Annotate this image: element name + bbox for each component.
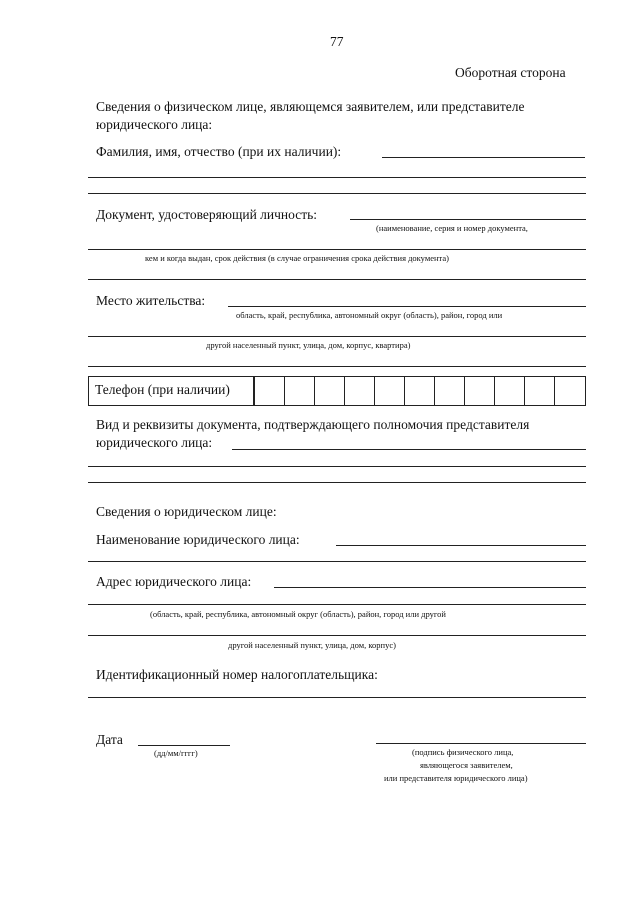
full-name-label: Фамилия, имя, отчество (при их наличии): (96, 144, 342, 159)
authority-doc-label-cont: юридического лица: (96, 435, 213, 450)
legal-entity-address-field[interactable] (274, 587, 586, 588)
residence-field[interactable] (228, 306, 586, 307)
legal-entity-address-field-line3[interactable] (88, 635, 586, 636)
id-document-label: Документ, удостоверяющий личность: (96, 207, 318, 222)
date-label: Дата (96, 732, 123, 747)
full-name-field[interactable] (382, 157, 585, 158)
date-hint: (дд/мм/гггг) (154, 748, 198, 758)
residence-field-line2[interactable] (88, 336, 586, 337)
phone-digit-cell[interactable] (494, 376, 525, 406)
phone-digit-cell[interactable] (314, 376, 345, 406)
id-document-hint-cont: кем и когда выдан, срок действия (в случае ограничения срока действия документа) (145, 253, 449, 263)
id-document-field-line2[interactable] (88, 249, 586, 250)
phone-digit-cell[interactable] (374, 376, 405, 406)
legal-entity-address-label: Адрес юридического лица: (96, 574, 252, 589)
authority-doc-field-line3[interactable] (88, 482, 586, 483)
signature-hint-end: или представителя юридического лица) (384, 773, 528, 783)
inn-label: Идентификационный номер налогоплательщика: (96, 667, 378, 682)
phone-digit-cell[interactable] (254, 376, 285, 406)
phone-digit-cell[interactable] (554, 376, 586, 406)
id-document-hint: (наименование, серия и номер документа, (376, 223, 528, 233)
legal-entity-heading: Сведения о юридическом лице: (96, 504, 277, 519)
inn-field[interactable] (88, 697, 586, 698)
phone-digit-cell[interactable] (284, 376, 315, 406)
page-number: 77 (330, 34, 344, 49)
legal-entity-address-hint: (область, край, республика, автономный округ (область), район, город или другой (150, 609, 446, 619)
phone-digit-cell[interactable] (434, 376, 465, 406)
authority-doc-field[interactable] (232, 449, 586, 450)
authority-doc-field-line2[interactable] (88, 466, 586, 467)
residence-label: Место жительства: (96, 293, 206, 308)
applicant-heading-cont: юридического лица: (96, 117, 213, 132)
legal-entity-name-field-line2[interactable] (88, 561, 586, 562)
phone-digit-cell[interactable] (404, 376, 435, 406)
phone-digit-cell[interactable] (524, 376, 555, 406)
side-label: Оборотная сторона (455, 65, 566, 80)
full-name-field-line2[interactable] (88, 177, 586, 178)
signature-hint: (подпись физического лица, (412, 747, 514, 757)
residence-hint-cont: другой населенный пункт, улица, дом, корпус, квартира) (206, 340, 411, 350)
full-name-field-line3[interactable] (88, 193, 586, 194)
id-document-field[interactable] (350, 219, 586, 220)
legal-entity-name-field[interactable] (336, 545, 586, 546)
legal-entity-address-hint-cont: другой населенный пункт, улица, дом, корпус) (228, 640, 396, 650)
phone-digit-cell[interactable] (464, 376, 495, 406)
phone-label: Телефон (при наличии) (95, 382, 230, 397)
signature-hint-cont: являющегося заявителем, (420, 760, 513, 770)
legal-entity-name-label: Наименование юридического лица: (96, 532, 300, 547)
applicant-heading: Сведения о физическом лице, являющемся заявителем, или представителе (96, 99, 525, 114)
signature-field[interactable] (376, 743, 586, 744)
id-document-field-line3[interactable] (88, 279, 586, 280)
legal-entity-address-field-line2[interactable] (88, 604, 586, 605)
residence-hint: область, край, республика, автономный округ (область), район, город или (236, 310, 503, 320)
authority-doc-label: Вид и реквизиты документа, подтверждающего полномочия представителя (96, 417, 530, 432)
date-field[interactable] (138, 745, 230, 746)
phone-digit-cell[interactable] (344, 376, 375, 406)
residence-field-line3[interactable] (88, 366, 586, 367)
